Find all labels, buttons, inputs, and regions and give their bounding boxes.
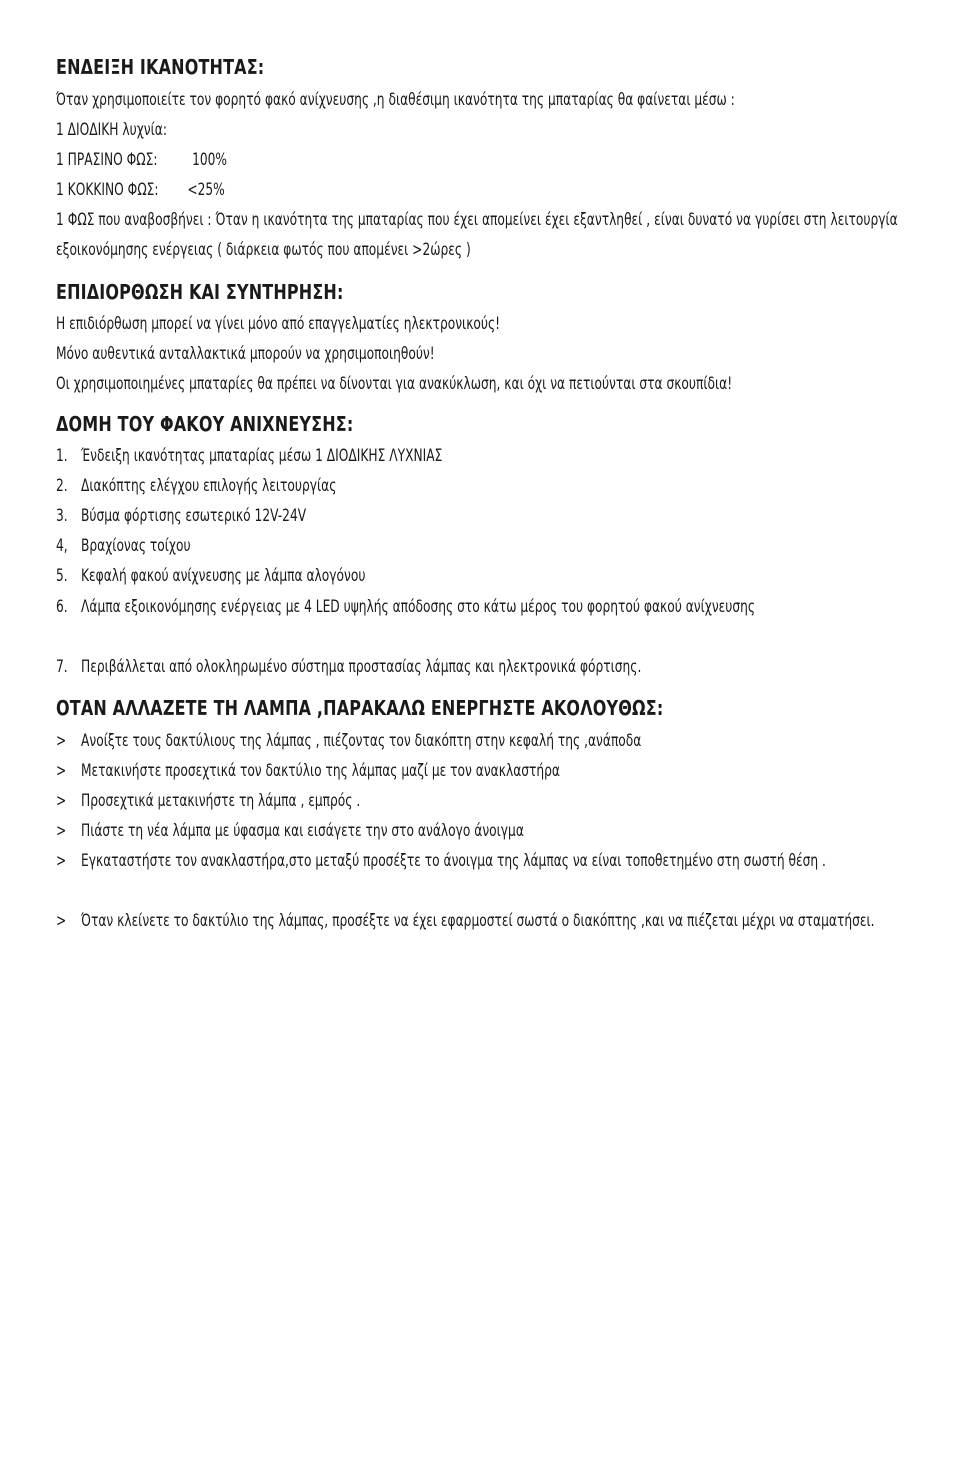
list-item-text: Ένδειξη ικανότητας μπαταρίας μέσω 1 ΔΙΟΔΙΚΗΣ ΛΥΧΝΙΑΣ bbox=[81, 446, 443, 466]
green-light-label: 1 ΠΡΑΣΙΝΟ ΦΩΣ: bbox=[56, 150, 158, 170]
list-item-text: Πιάστε τη νέα λάμπα με ύφασμα και εισάγετε την στο ανάλογο άνοιγμα bbox=[81, 821, 524, 841]
list-marker: > bbox=[56, 791, 67, 811]
list-item-text: Κεφαλή φακού ανίχνευσης με λάμπα αλογόνου bbox=[81, 566, 366, 586]
repair-line: Η επιδιόρθωση μπορεί να γίνει μόνο από επαγγελματίες ηλεκτρονικούς! bbox=[56, 314, 501, 334]
list-item-text: Προσεχτικά μετακινήστε τη λάμπα , εμπρός . bbox=[81, 791, 361, 811]
list-item bbox=[56, 652, 898, 682]
list-item-text: Λάμπα εξοικονόμησης ενέργειας με 4 LED υψηλής απόδοσης στο κάτω μέρος του φορητού φακού ανίχνευσης bbox=[81, 597, 756, 617]
list-item bbox=[56, 592, 898, 652]
list-item bbox=[56, 786, 898, 816]
section-title-repair: ΕΠΙΔΙΟΡΘΩΣΗ ΚΑΙ ΣΥΝΤΗΡΗΣΗ: bbox=[56, 280, 344, 304]
capacity-red bbox=[56, 178, 225, 202]
list-item-text: Ανοίξτε τους δακτύλιους της λάμπας , πιέζοντας τον διακόπτη στην κεφαλή της ,ανάποδα bbox=[81, 731, 642, 751]
red-light-label: 1 ΚΟΚΚΙΝΟ ΦΩΣ: bbox=[56, 180, 159, 200]
list-marker: > bbox=[56, 731, 67, 751]
list-item-text: Βύσμα φόρτισης εσωτερικό 12V-24V bbox=[81, 506, 307, 526]
list-item-text: Περιβάλλεται από ολοκληρωμένο σύστημα προστασίας λάμπας και ηλεκτρονικά φόρτισης. bbox=[81, 657, 642, 677]
list-item bbox=[56, 906, 898, 966]
list-item bbox=[56, 846, 898, 906]
list-marker: 5. bbox=[56, 566, 68, 586]
list-marker: 2. bbox=[56, 476, 68, 496]
list-marker: > bbox=[56, 761, 67, 781]
section-title-structure: ΔΟΜΗ ΤΟΥ ΦΑΚΟΥ ΑΝΙΧΝΕΥΣΗΣ: bbox=[56, 412, 354, 436]
section-title-lamp-change: ΟΤΑΝ ΑΛΛΑΖΕΤΕ ΤΗ ΛΑΜΠΑ ,ΠΑΡΑΚΑΛΩ ΕΝΕΡΓΗΣΤΕ ΑΚΟΛΟΥΘΩΣ: bbox=[56, 696, 664, 720]
capacity-blink: 1 ΦΩΣ που αναβοσβήνει : Όταν η ικανότητα της μπαταρίας που έχει απομείνει έχει εξαντληθεί , είναι δυνατό να γυρίσει στη λειτουργία εξοικονόμησης ενέργειας ( διάρκεια φωτός που απομένει >2ώρες ) bbox=[56, 210, 898, 260]
list-marker: 1. bbox=[56, 446, 68, 466]
green-light-value: 100% bbox=[192, 150, 228, 170]
list-item bbox=[56, 501, 898, 531]
list-item bbox=[56, 726, 898, 756]
list-marker: 6. bbox=[56, 597, 68, 617]
capacity-intro: Όταν χρησιμοποιείτε τον φορητό φακό ανίχνευσης ,η διαθέσιμη ικανότητα της μπαταρίας θα φαίνεται μέσω : bbox=[56, 90, 735, 110]
list-marker: > bbox=[56, 851, 67, 871]
list-item-text: Μετακινήστε προσεχτικά τον δακτύλιο της λάμπας μαζί με τον ανακλαστήρα bbox=[81, 761, 560, 781]
list-marker: > bbox=[56, 911, 67, 931]
list-item-text: Διακόπτης ελέγχου επιλογής λειτουργίας bbox=[81, 476, 337, 496]
list-item bbox=[56, 561, 898, 591]
list-item bbox=[56, 471, 898, 501]
list-marker: 4, bbox=[56, 536, 68, 556]
list-item bbox=[56, 816, 898, 846]
capacity-lamp: 1 ΔΙΟΔΙΚΗ λυχνία: bbox=[56, 120, 167, 140]
list-item bbox=[56, 756, 898, 786]
list-marker: > bbox=[56, 821, 67, 841]
repair-line: Μόνο αυθεντικά ανταλλακτικά μπορούν να χρησιμοποιηθούν! bbox=[56, 344, 435, 364]
list-item-text: Εγκαταστήστε τον ανακλαστήρα,στο μεταξύ προσέξτε το άνοιγμα της λάμπας να είναι τοποθετημένο στη σωστή θέση . bbox=[81, 851, 826, 871]
list-item-text: Βραχίονας τοίχου bbox=[81, 536, 191, 556]
list-marker: 3. bbox=[56, 506, 68, 526]
section-title-capacity: ΕΝΔΕΙΞΗ ΙΚΑΝΟΤΗΤΑΣ: bbox=[56, 55, 265, 79]
red-light-value: <25% bbox=[187, 180, 225, 200]
capacity-green bbox=[56, 148, 227, 172]
list-item bbox=[56, 441, 898, 471]
list-marker: 7. bbox=[56, 657, 68, 677]
repair-line: Οι χρησιμοποιημένες μπαταρίες θα πρέπει να δίνονται για ανακύκλωση, και όχι να πετιούνται στα σκουπίδια! bbox=[56, 374, 733, 394]
list-item-text: Όταν κλείνετε το δακτύλιο της λάμπας, προσέξτε να έχει εφαρμοστεί σωστά ο διακόπτης ,και να πιέζεται μέχρι να σταματήσει. bbox=[81, 911, 875, 931]
list-item bbox=[56, 531, 898, 561]
